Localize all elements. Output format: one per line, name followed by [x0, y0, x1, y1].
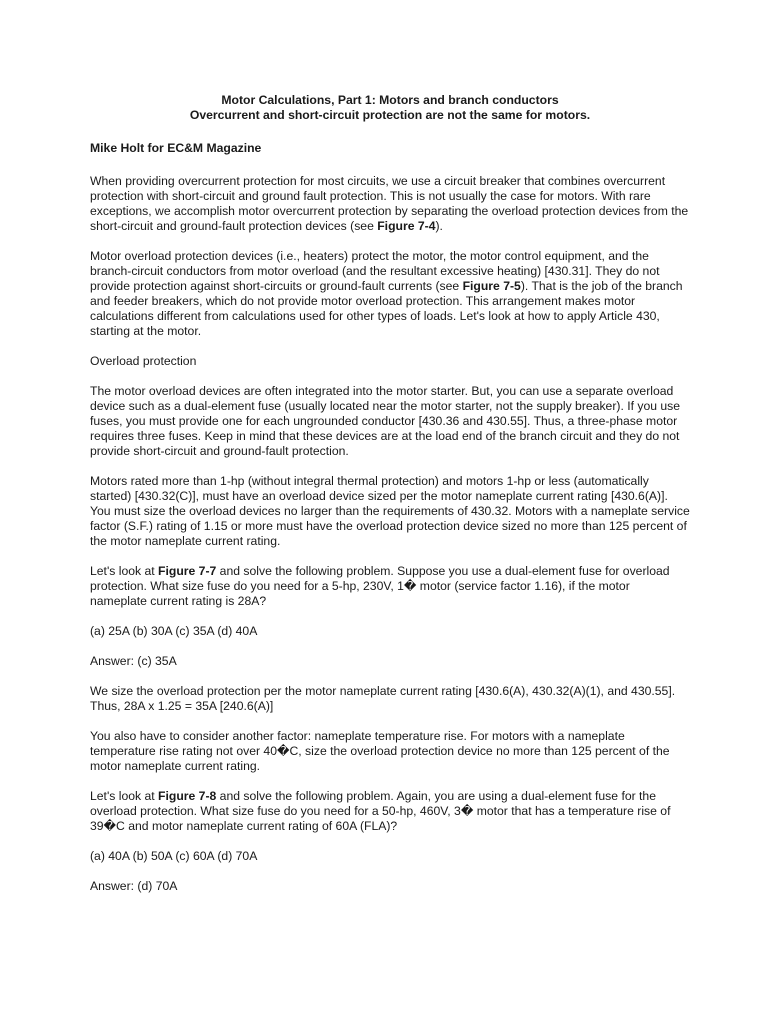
document-page [90, 93, 690, 909]
title-line-1: Motor Calculations, Part 1: Motors and branch conductors [221, 93, 559, 107]
figure-ref-7-7: Figure 7-7 [158, 564, 217, 578]
answer-2: Answer: (d) 70A [90, 879, 178, 893]
paragraph-10-text: Let's look at [90, 789, 159, 803]
figure-ref-7-5: Figure 7-5 [462, 279, 521, 293]
paragraph-1-text-end: ). [435, 219, 443, 233]
paragraph-2 [90, 249, 690, 339]
figure-ref-7-4: Figure 7-4 [377, 219, 436, 233]
title-line-2: Overcurrent and short-circuit protection are not the same for motors. [189, 108, 591, 122]
paragraph-4: Motors rated more than 1-hp (without integral thermal protection) and motors 1-hp or less (automatically started) [430.32(C)], must have an overload device sized per the motor nameplate current rating [430.6(A)]. You must size the overload devices no larger than the requirements of 430.32. Motors with a nameplate service factor (S.F.) rating of 1.15 or more must have the overload protection device sized no more than 125 percent of the motor nameplate current rating. [90, 474, 690, 548]
choices-1: (a) 25A (b) 30A (c) 35A (d) 40A [90, 624, 258, 638]
paragraph-10-text-end: and solve the following problem. Again, you are using a dual-element fuse for the overload protection. What size fuse do you need for a 50-hp, 460V, 3� motor that has a temperature rise of 39�C and motor nameplate current rating of 60A (FLA)? [90, 789, 671, 833]
author-byline: Mike Holt for EC&M Magazine [90, 141, 262, 155]
paragraph-1-text: When providing overcurrent protection for most circuits, we use a circuit breaker that combines overcurrent protection with short-circuit and ground fault protection. This is not usually the case for motors. With rare exceptions, we accomplish motor overcurrent protection by separating the overload protection devices from the short-circuit and ground-fault protection devices (see [90, 174, 689, 233]
paragraph-8: We size the overload protection per the motor nameplate current rating [430.6(A), 430.32(A)(1), and 430.55]. Thus, 28A x 1.25 = 35A [240.6(A)] [90, 684, 676, 713]
paragraph-5-text: Let's look at [90, 564, 159, 578]
paragraph-9: You also have to consider another factor: nameplate temperature rise. For motors with a nameplate temperature rise rating not over 40�C, size the overload protection device no more than 125 percent of the motor nameplate current rating. [90, 729, 670, 773]
paragraph-2-text: Motor overload protection devices (i.e., heaters) protect the motor, the motor control equipment, and the branch-circuit conductors from motor overload (and the resultant excessive heating) [430.31]. They do not provide protection against short-circuits or ground-fault currents (see [90, 249, 660, 293]
figure-ref-7-8: Figure 7-8 [158, 789, 217, 803]
section-heading-overload: Overload protection [90, 354, 197, 368]
article-title [90, 93, 690, 123]
answer-1: Answer: (c) 35A [90, 654, 177, 668]
choices-2: (a) 40A (b) 50A (c) 60A (d) 70A [90, 849, 258, 863]
paragraph-1 [90, 174, 690, 234]
paragraph-5-text-end: and solve the following problem. Suppose you use a dual-element fuse for overload protection. What size fuse do you need for a 5-hp, 230V, 1� motor (service factor 1.16), if the motor nameplate current rating is 28A? [90, 564, 670, 608]
paragraph-3: The motor overload devices are often integrated into the motor starter. But, you can use a separate overload device such as a dual-element fuse (usually located near the motor starter, not the supply breaker). If you use fuses, you must provide one for each ungrounded conductor [430.36 and 430.55]. Thus, a three-phase motor requires three fuses. Keep in mind that these devices are at the load end of the branch circuit and they do not provide short-circuit and ground-fault protection. [90, 384, 681, 458]
paragraph-5 [90, 564, 690, 609]
paragraph-2-text-end: ). That is the job of the branch and feeder breakers, which do not provide motor overload protection. This arrangement makes motor calculations different from calculations used for other types of loads. Let's look at how to apply Article 430, starting at the motor. [90, 279, 683, 338]
paragraph-10 [90, 789, 690, 834]
